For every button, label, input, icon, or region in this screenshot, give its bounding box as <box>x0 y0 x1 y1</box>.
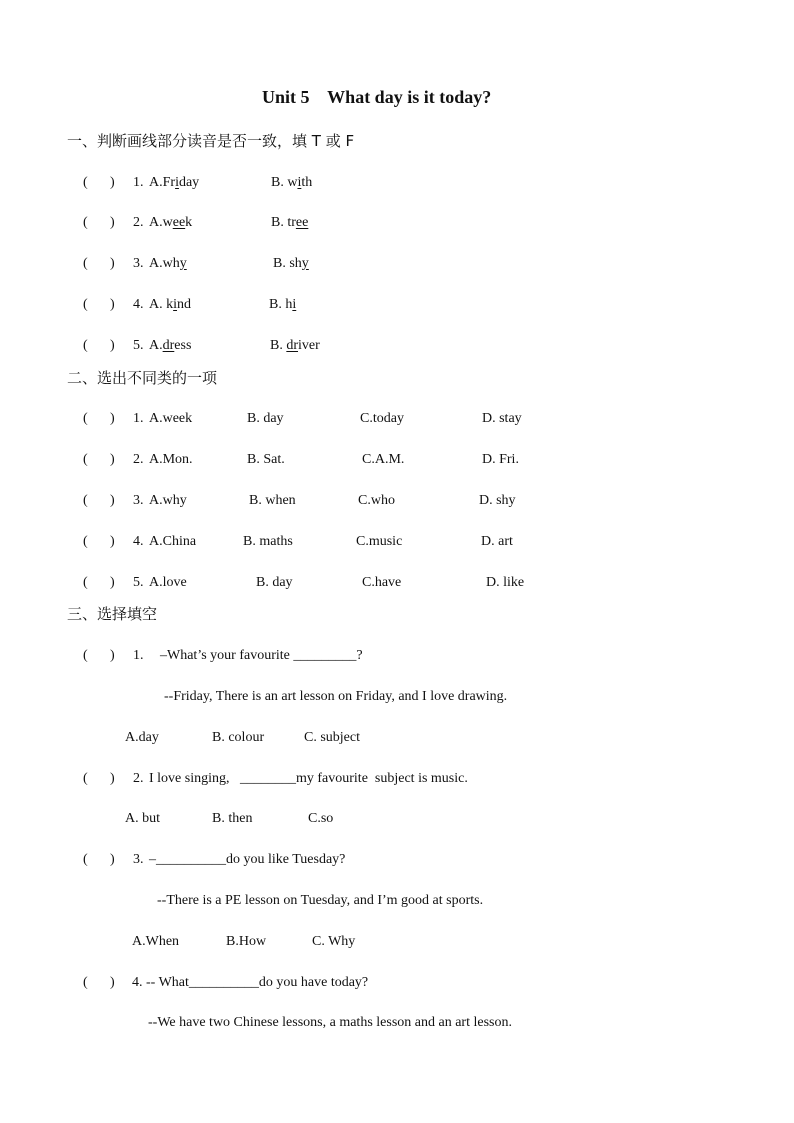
option-b: B. with <box>271 175 313 190</box>
option-d: D. stay <box>482 411 522 426</box>
answer-text: --There is a PE lesson on Tuesday, and I’m good at sports. <box>157 893 484 908</box>
item-number: 5. <box>133 575 144 590</box>
option-a: A.Mon. <box>149 452 193 467</box>
worksheet-page: Unit 5 What day is it today? 一、判断画线部分读音是否一致，填 T 或 F ( ) 1. A.Friday B. with ( ) 2. A.week B. tree ( ) 3. A.why B. shy ( ) 4. A. kind B. hi ( ) 5. A.dress B. driver 二、选出不同类的一项 ( ) 1. A.week B. day C.today D. stay ( ) 2. A.Mon. B. Sat. C.A.M. D. Fri. ( ) 3. A.why B. when C.who D. shy ( ) 4. A.China B. maths C.music D. art ( ) 5. A.love B. day C.have D. like 三、选择填空 ( ) 1. –What’s your favourite _________? --Friday, There is an art lesson on Friday, and I love drawing. A.day B. colour C. subject ( ) 2. I love singing, ________my favourite subject is music. A. but B. then C.so ( ) 3. –__________do you like Tuesday? --There is a PE lesson on Tuesday, and I’m good at sports. A.When B.How C. Why ( ) 4. -- What__________do you have today? --We have two Chinese lessons, a maths lesson and an art lesson. <box>67 87 525 1030</box>
option-d: D. art <box>481 534 513 549</box>
option-c: C. Why <box>312 934 356 949</box>
option-b: B. hi <box>269 297 297 312</box>
option-a: A.Friday <box>149 175 200 190</box>
option-b: B. driver <box>270 338 320 353</box>
option-b: B. shy <box>273 256 309 271</box>
item-number: 1. <box>133 175 144 190</box>
question-text: –__________do you like Tuesday? <box>149 852 346 867</box>
option-a: A.why <box>149 493 187 508</box>
question-text: –What’s your favourite _________? <box>160 648 363 663</box>
option-a: A.why <box>149 256 187 271</box>
item-number: 3. <box>133 256 144 271</box>
option-b: B. day <box>256 575 293 590</box>
option-d: D. shy <box>479 493 516 508</box>
option-a: A.When <box>132 934 180 949</box>
option-a: A.week <box>149 411 193 426</box>
item-number: 2. <box>133 215 144 230</box>
option-a: A.love <box>149 575 187 590</box>
option-b: B. tree <box>271 215 309 230</box>
option-a: A.week <box>149 215 193 230</box>
option-a: A.dress <box>149 338 192 353</box>
item-number: 2. <box>133 771 144 786</box>
option-b: B. day <box>247 411 284 426</box>
question-text: I love singing, ________my favourite subject is music. <box>149 771 468 786</box>
option-b: B. maths <box>243 534 293 549</box>
option-c: C. subject <box>304 730 360 745</box>
option-d: D. like <box>486 575 525 590</box>
answer-text: --We have two Chinese lessons, a maths lesson and an art lesson. <box>148 1015 512 1030</box>
option-c: C.music <box>356 534 403 549</box>
worksheet-title: Unit 5 What day is it today? <box>262 87 492 107</box>
option-a: A.day <box>125 730 159 745</box>
item-number: 5. <box>133 338 144 353</box>
item-number: 1. <box>133 648 144 663</box>
item-number: 3. <box>133 852 144 867</box>
item-number: 4. <box>133 534 144 549</box>
option-a: A. but <box>125 811 160 826</box>
option-c: C.have <box>362 575 402 590</box>
item-number: 2. <box>133 452 144 467</box>
item-number: 3. <box>133 493 144 508</box>
option-a: A. kind <box>149 297 192 312</box>
item-number: 4. <box>133 297 144 312</box>
option-b: B. then <box>212 811 253 826</box>
option-b: B. Sat. <box>247 452 285 467</box>
option-c: C.so <box>308 811 334 826</box>
item-number: 4. <box>132 975 143 990</box>
section2-heading: 二、选出不同类的一项 <box>67 369 218 387</box>
item-number: 1. <box>133 411 144 426</box>
question-text: -- What__________do you have today? <box>146 975 369 990</box>
option-a: A.China <box>149 534 197 549</box>
section1-heading: 一、判断画线部分读音是否一致，填 T 或 F <box>67 132 355 150</box>
section3-heading: 三、选择填空 <box>67 605 158 623</box>
option-c: C.A.M. <box>362 452 405 467</box>
option-b: B.How <box>226 934 267 949</box>
option-d: D. Fri. <box>482 452 519 467</box>
answer-text: --Friday, There is an art lesson on Friday, and I love drawing. <box>164 689 508 704</box>
option-c: C.today <box>360 411 404 426</box>
option-b: B. when <box>249 493 296 508</box>
option-b: B. colour <box>212 730 265 745</box>
option-c: C.who <box>358 493 395 508</box>
